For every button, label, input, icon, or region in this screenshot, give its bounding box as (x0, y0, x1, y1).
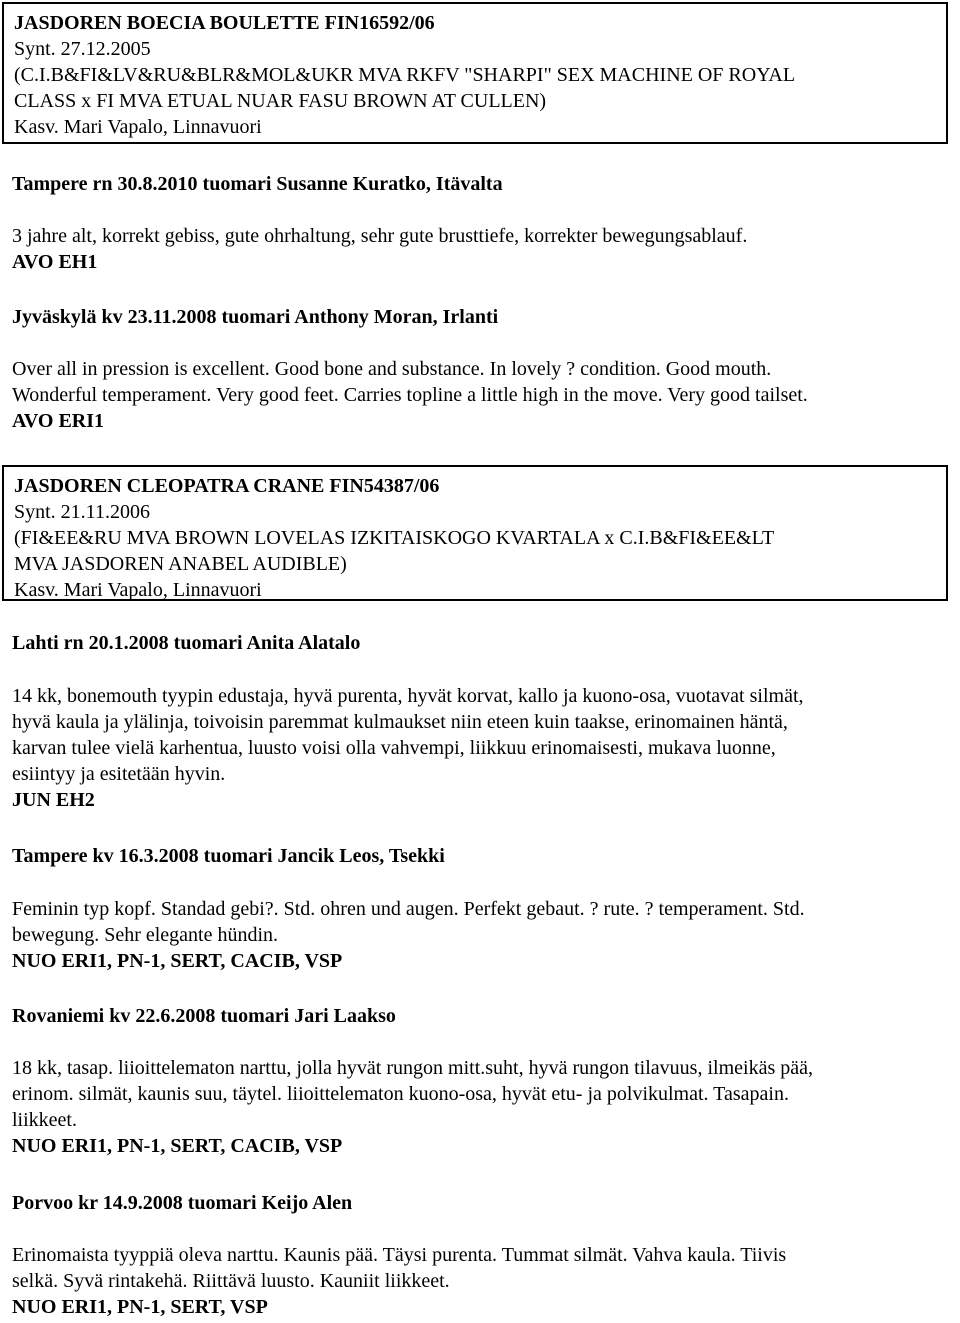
dog2-name: JASDOREN CLEOPATRA CRANE FIN54387/06 (14, 475, 440, 497)
dog2-parents-line-2: MVA JASDOREN ANABEL AUDIBLE) (14, 553, 347, 575)
dog2-show-2 (12, 843, 952, 869)
critique-text: 3 jahre alt, korrekt gebiss, gute ohrhaltung, sehr gute brusttiefe, korrekter bewegungsablauf. (12, 225, 748, 247)
show-result: NUO ERI1, PN-1, SERT, VSP (12, 1296, 268, 1318)
dog2-show-4 (12, 1190, 952, 1216)
show-result: NUO ERI1, PN-1, SERT, CACIB, VSP (12, 950, 343, 972)
critique-line: Wonderful temperament. Very good feet. Carries topline a little high in the move. Very good tailset. (12, 384, 808, 406)
dog2-parents-line-1: (FI&EE&RU MVA BROWN LOVELAS IZKITAISKOGO KVARTALA x C.I.B&FI&EE&LT (14, 527, 775, 549)
show-heading: Jyväskylä kv 23.11.2008 tuomari Anthony Moran, Irlanti (12, 306, 499, 328)
critique-line: Feminin typ kopf. Standad gebi?. Std. ohren und augen. Perfekt gebaut. ? rute. ? temperament. Std. (12, 898, 805, 920)
show-heading: Porvoo kr 14.9.2008 tuomari Keijo Alen (12, 1192, 353, 1214)
critique-line: selkä. Syvä rintakehä. Riittävä luusto. Kauniit liikkeet. (12, 1270, 450, 1292)
show-result: AVO EH1 (12, 251, 98, 273)
dog1-info-box (2, 2, 948, 144)
dog1-name: JASDOREN BOECIA BOULETTE FIN16592/06 (14, 12, 435, 34)
show-heading: Lahti rn 20.1.2008 tuomari Anita Alatalo (12, 632, 361, 654)
show-heading: Tampere kv 16.3.2008 tuomari Jancik Leos, Tsekki (12, 845, 445, 867)
critique-line: hyvä kaula ja ylälinja, toivoisin paremmat kulmaukset niin eteen kuin taakse, erinomainen häntä, (12, 711, 788, 733)
critique-line: karvan tulee vielä karhentua, luusto voisi olla vahvempi, liikkuu erinomaisesti, mukava luonne, (12, 737, 776, 759)
dog2-show-4-critique (12, 1242, 952, 1320)
show-result: AVO ERI1 (12, 410, 105, 432)
dog2-info-box (2, 465, 948, 601)
dog2-show-2-critique (12, 896, 952, 974)
dog2-show-1-critique (12, 683, 952, 813)
critique-line: 14 kk, bonemouth tyypin edustaja, hyvä purenta, hyvät korvat, kallo ja kuono-osa, vuotavat silmät, (12, 685, 804, 707)
show-result: NUO ERI1, PN-1, SERT, CACIB, VSP (12, 1135, 343, 1157)
dog1-show-2-critique (12, 356, 952, 434)
show-result: JUN EH2 (12, 789, 95, 811)
critique-line: Erinomaista tyyppiä oleva narttu. Kaunis pää. Täysi purenta. Tummat silmät. Vahva kaula. Tiivis (12, 1244, 787, 1266)
critique-line: esiintyy ja esitetään hyvin. (12, 763, 226, 785)
show-heading: Tampere rn 30.8.2010 tuomari Susanne Kuratko, Itävalta (12, 173, 503, 195)
dog2-breeder: Kasv. Mari Vapalo, Linnavuori (14, 579, 262, 601)
dog2-show-3-critique (12, 1055, 952, 1159)
critique-line: 18 kk, tasap. liioittelematon narttu, jolla hyvät rungon mitt.suht, hyvä rungon tilavuus, ilmeikäs pää, (12, 1057, 813, 1079)
dog1-show-1 (12, 171, 952, 197)
dog2-show-1 (12, 630, 952, 656)
critique-line: liikkeet. (12, 1109, 77, 1131)
dog1-parents-line-2: CLASS x FI MVA ETUAL NUAR FASU BROWN AT CULLEN) (14, 90, 547, 112)
show-heading: Rovaniemi kv 22.6.2008 tuomari Jari Laakso (12, 1005, 396, 1027)
critique-line: bewegung. Sehr elegante hündin. (12, 924, 279, 946)
critique-line: erinom. silmät, kaunis suu, täytel. liioittelematon kuono-osa, hyvät etu- ja polvikulmat. Tasapain. (12, 1083, 789, 1105)
dog2-birth-date: Synt. 21.11.2006 (14, 501, 150, 523)
dog1-birth-date: Synt. 27.12.2005 (14, 38, 151, 60)
dog1-breeder: Kasv. Mari Vapalo, Linnavuori (14, 116, 262, 138)
dog1-show-2 (12, 304, 952, 330)
dog2-show-3 (12, 1003, 952, 1029)
dog1-show-1-critique (12, 223, 952, 275)
dog1-parents-line-1: (C.I.B&FI&LV&RU&BLR&MOL&UKR MVA RKFV "SHARPI" SEX MACHINE OF ROYAL (14, 64, 796, 86)
critique-line: Over all in pression is excellent. Good bone and substance. In lovely ? condition. Good mouth. (12, 358, 772, 380)
